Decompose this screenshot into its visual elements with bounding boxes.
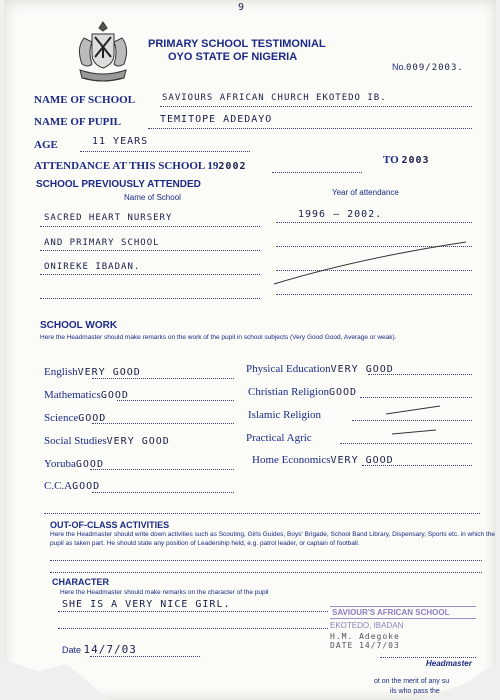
subject-home-economics: Home EconomicsVERY GOOD [252, 454, 394, 466]
subject-social-studies: Social StudiesVERY GOOD [44, 435, 170, 447]
name-of-school-header: Name of School [124, 193, 181, 202]
school-name-value: SAVIOURS AFRICAN CHURCH EKOTEDO IB. [162, 93, 387, 103]
year-of-attendance-header: Year of attendance [332, 188, 399, 197]
attendance-label: ATTENDANCE AT THIS SCHOOL 192002 [34, 160, 247, 172]
previous-school-line-1: SACRED HEART NURSERY [44, 213, 173, 223]
out-of-class-instructions: Here the Headmaster should write down activities such as Scouting, Girls Guides, Boys' Brigade, School Band Library, Dispensary, Sports etc. in which the pupil as taken part. He should state any position of Leadership held, e.g. patrol leader, or captain of football. [50, 531, 496, 547]
subject-science: ScienceGOOD [44, 412, 107, 424]
character-remark: SHE IS A VERY NICE GIRL. [62, 599, 231, 610]
age-value: 11 YEARS [92, 136, 149, 147]
age-label: AGE [34, 139, 58, 151]
coat-of-arms-icon [70, 18, 136, 90]
attendance-to: TO 2003 [383, 154, 430, 166]
out-of-class-heading: OUT-OF-CLASS ACTIVITIES [50, 520, 170, 530]
document-title: PRIMARY SCHOOL TESTIMONIAL [148, 38, 326, 50]
school-work-instructions: Here the Headmaster should make remarks on the work of the pupil in school subjects (Very Good Good, Average or weak). [40, 334, 397, 341]
previous-school-line-2: AND PRIMARY SCHOOL [44, 238, 160, 248]
school-name-label: NAME OF SCHOOL [34, 94, 136, 106]
pupil-name-label: NAME OF PUPIL [34, 116, 121, 128]
document-subtitle: OYO STATE OF NIGERIA [168, 51, 298, 63]
character-heading: CHARACTER [52, 577, 109, 587]
subject-yoruba: YorubaGOOD [44, 458, 104, 470]
footer-line-2: ils who pass the [390, 688, 440, 695]
subject-practical-agric: Practical Agric [246, 432, 312, 444]
subject-physical-education: Physical EducationVERY GOOD [246, 363, 394, 375]
headmaster-label: Headmaster [426, 659, 472, 668]
strike-line-icon [270, 238, 470, 288]
subject-mathematics: MathematicsGOOD [44, 389, 129, 401]
previous-school-line-3: ONIREKE IBADAN. [44, 262, 141, 272]
reference-number: No.009/2003. [392, 62, 464, 73]
subject-islamic-religion: Islamic Religion [248, 409, 322, 421]
school-stamp: SAVIOUR'S AFRICAN SCHOOL EKOTEDO, IBADAN H.M. Adegoke DATE 14/7/03 [330, 606, 476, 664]
subject-cca: C.C.AGOOD [44, 480, 101, 492]
dash-mark-2-icon [390, 426, 440, 438]
subject-christian-religion: Christian ReligionGOOD [248, 386, 358, 398]
date-field: Date 14/7/03 [62, 643, 137, 656]
dash-mark-icon [384, 402, 444, 416]
page-number: 9 [238, 2, 246, 13]
previous-years: 1996 — 2002. [298, 209, 383, 220]
subject-english: EnglishVERY GOOD [44, 366, 141, 378]
footer-line-1: ot on the merit of any su [374, 678, 450, 685]
character-instructions: Here the Headmaster should make remarks on the character of the pupil [60, 589, 269, 596]
pupil-name-value: TEMITOPE ADEDAYO [160, 114, 273, 125]
school-work-heading: SCHOOL WORK [40, 320, 118, 331]
previous-school-heading: SCHOOL PREVIOUSLY ATTENDED [36, 179, 201, 190]
